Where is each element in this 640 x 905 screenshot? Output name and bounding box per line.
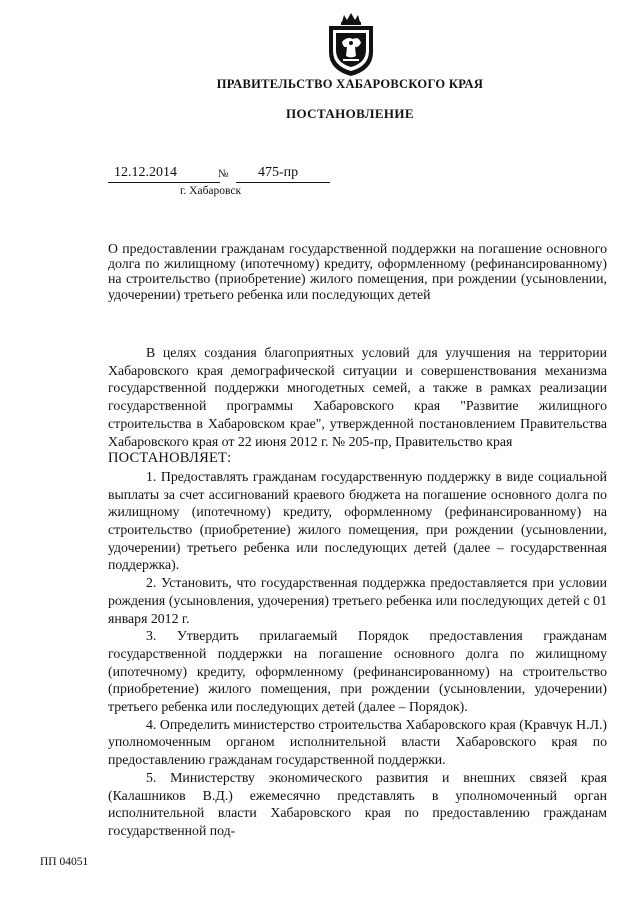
city: г. Хабаровск bbox=[180, 185, 242, 197]
decree-item-5: 5. Министерству экономического развития и внешних связей края (Калашников В.Д.) ежемесячно представлять в уполномоченный орган исполнительной власти Хабаровского края по предоставлению гражданам государственной под- bbox=[108, 769, 607, 838]
document-type: ПОСТАНОВЛЕНИЕ bbox=[285, 106, 415, 121]
date-underline bbox=[108, 182, 220, 183]
number-sign: № bbox=[218, 168, 229, 180]
date-number-line bbox=[108, 165, 340, 183]
document-number: 475-пр bbox=[258, 165, 299, 180]
government-name: ПРАВИТЕЛЬСТВО ХАБАРОВСКОГО КРАЯ bbox=[216, 77, 484, 91]
preamble: В целях создания благоприятных условий для улучшения на территории Хабаровского края демографической ситуации и совершенствования механизма государственной поддержки многодетных семей, а также в рамках реализации государственной программы Хабаровского края "Развитие жилищного строительства в Хабаровском крае", утвержденной постановлением Правительства Хабаровского края от 22 июня 2012 г. № 205-пр, Правительство края bbox=[108, 345, 607, 449]
document-body bbox=[108, 344, 607, 840]
footer-code: ПП 04051 bbox=[40, 856, 89, 868]
document-date: 12.12.2014 bbox=[114, 165, 177, 180]
decree-word: ПОСТАНОВЛЯЕТ: bbox=[108, 450, 232, 467]
document-subject: О предоставлении гражданам государственной поддержки на погашение основного долга по жилищному (ипотечному) кредиту, оформленному (рефинансированному) на строительство (приобретение) жилого помещения, при рождении (усыновлении, удочерении) третьего ребенка или последующих детей bbox=[108, 241, 607, 302]
decree-item-3: 3. Утвердить прилагаемый Порядок предоставления гражданам государственной поддержки на погашение основного долга по жилищному (ипотечному) кредиту, оформленному (рефинансированному) на строительство (приобретение) жилого помещения, при рождении (усыновлении, удочерении) третьего ребенка или последующих детей (далее – Порядок). bbox=[108, 628, 607, 715]
number-underline bbox=[236, 182, 330, 183]
khabarovsk-emblem-icon bbox=[325, 12, 377, 78]
decree-item-1: 1. Предоставлять гражданам государственную поддержку в виде социальной выплаты за счет ассигнований краевого бюджета на погашение основного долга по жилищному (ипотечному) кредиту, оформленному (рефинансированному) на строительство (приобретение) жилого помещения, при рождении (усыновлении, удочерении) третьего ребенка или последующих детей (далее – государственная поддержка). bbox=[108, 468, 607, 573]
decree-item-4: 4. Определить министерство строительства Хабаровского края (Кравчук Н.Л.) уполномоченным органом исполнительной власти Хабаровского края по предоставлению гражданам государственной поддержки. bbox=[108, 716, 607, 768]
decree-item-2: 2. Установить, что государственная поддержка предоставляется при условии рождения (усыновления, удочерения) третьего ребенка или последующих детей с 01 января 2012 г. bbox=[108, 575, 607, 626]
coat-of-arms-icon bbox=[325, 12, 377, 78]
